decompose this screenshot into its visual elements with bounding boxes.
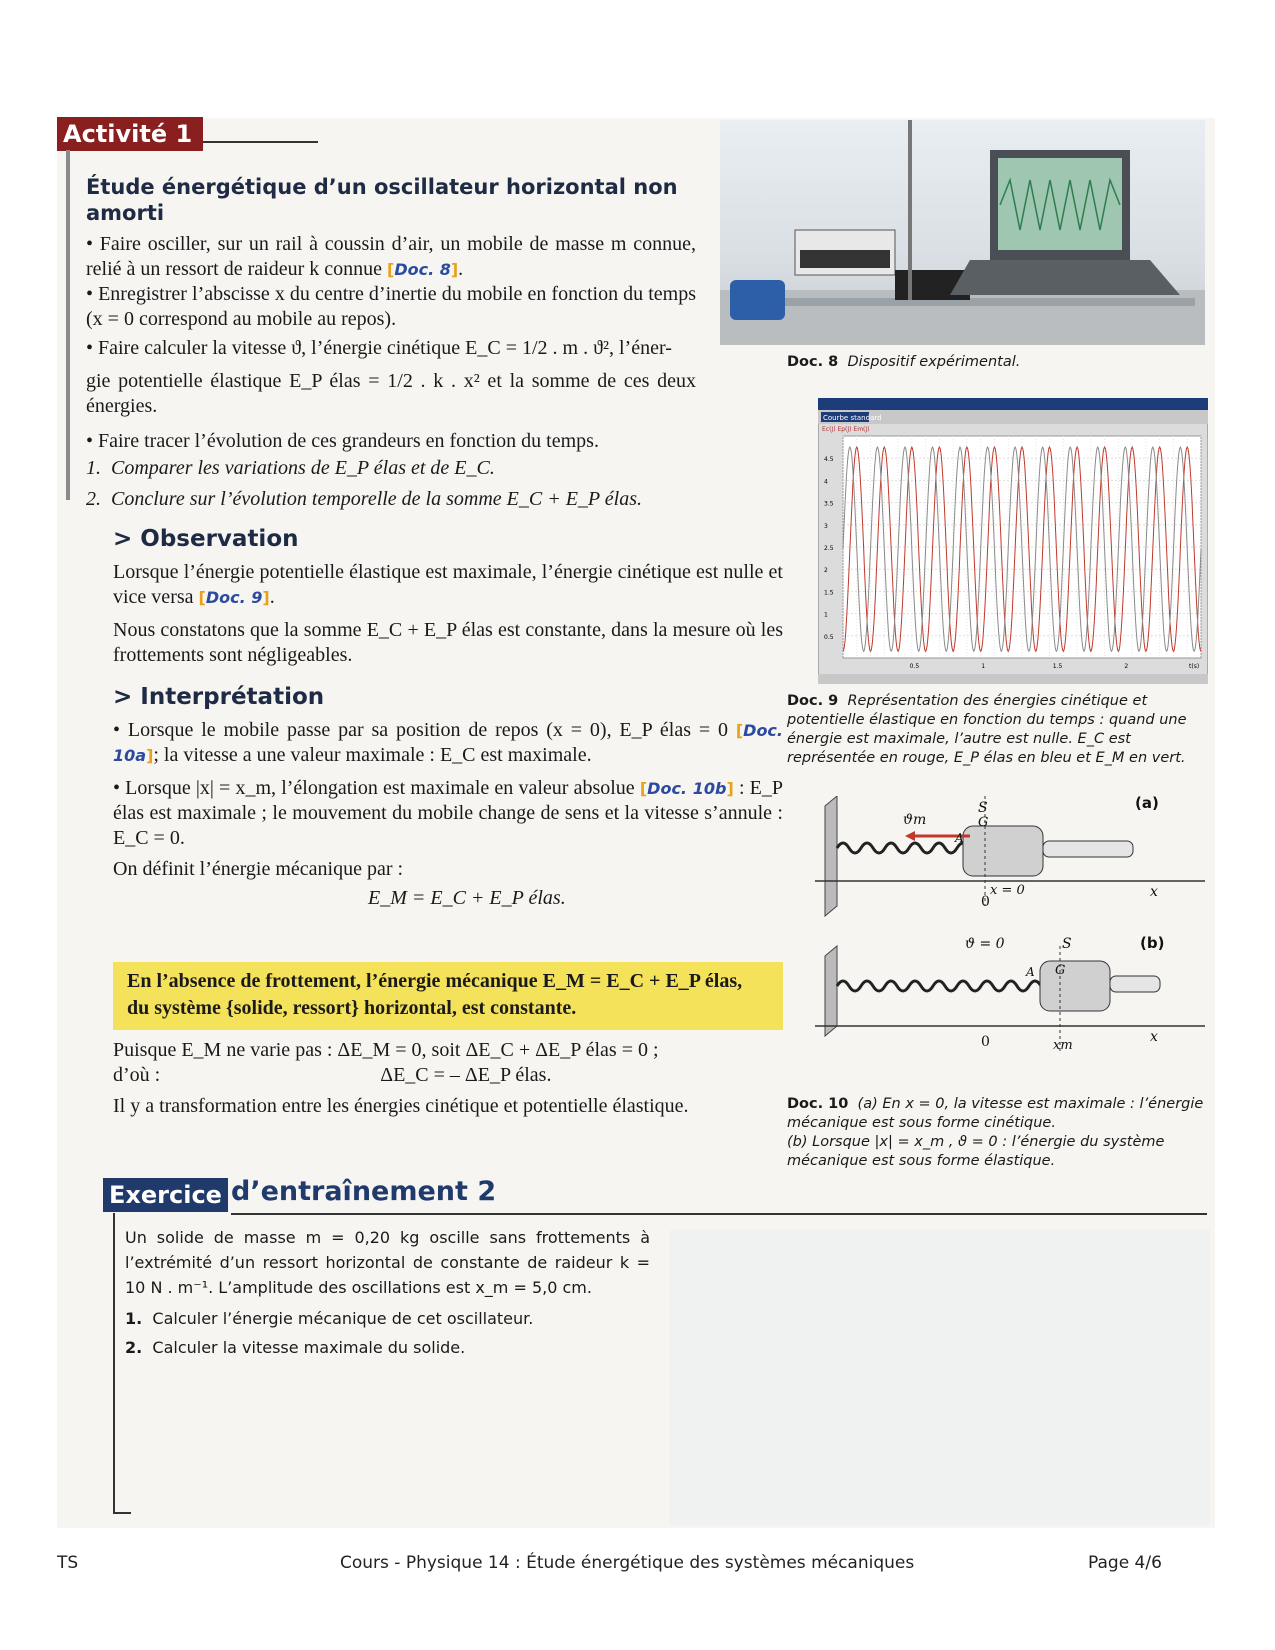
observation-p2: Nous constatons que la somme E_C + E_P élas est constante, dans la mesure où les frottements sont négligeables. [113,619,783,666]
experiment-setup-illustration [720,120,1205,345]
x-label-a: x [1150,884,1158,900]
doc9-ref: Doc. 9 [205,588,263,607]
y-tick-label: 4 [824,478,828,486]
v0-label: ϑ = 0 [965,936,1005,952]
activity-q2: 2. Conclure sur l’évolution temporelle de la somme E_C + E_P élas. [86,488,643,510]
exercise-frame-left [113,1213,115,1513]
exercise-rule [231,1213,1207,1215]
doc10-diagram [815,796,1210,1096]
chart-legend: Ec(J) Ep(J) Em(J) [822,426,870,433]
exercise-badge: Exercice [103,1178,228,1212]
interpretation-p3: On définit l’énergie mécanique par : [113,858,404,880]
doc10b-ref: Doc. 10b [647,779,727,798]
wall-b [825,946,837,1036]
laptop-display [998,158,1122,250]
doc8-ref: Doc. 8 [394,260,451,279]
footer-left: TS [57,1553,79,1573]
air-pump [730,280,785,320]
xm-label: xm [1053,1038,1073,1053]
x-tick-label: 1.5 [1052,663,1063,670]
exercise-title: d’entraînement 2 [231,1176,497,1207]
y-tick-label: 3.5 [824,500,834,508]
activity-q1: 1. Comparer les variations de E_P élas et de E_C. [86,457,495,479]
x-tick-label: 0.5 [909,663,920,670]
zero-label-b: 0 [981,1034,990,1050]
mobile-a [963,826,1043,876]
s-label-b: S [1062,936,1072,952]
doc9-screen [818,398,1208,684]
screen-statusbar [818,674,1208,684]
stand-rod [908,120,912,300]
zero-label-a: 0 [981,894,990,910]
interpretation-p4: Puisque E_M ne varie pas : ΔE_M = 0, soit ΔE_C + ΔE_P élas = 0 ; [113,1039,659,1061]
activity-side-bar [66,150,70,500]
interpretation-formula: E_M = E_C + E_P élas. [368,887,566,909]
exercise-body [125,1225,650,1360]
y-tick-label: 2.5 [824,545,834,552]
exercise-q2: 2. Calculer la vitesse maximale du solide. [125,1338,466,1357]
key-result-highlight: En l’absence de frottement, l’énergie mécanique E_M = E_C + E_P élas, du système {solide, ressort} horizontal, est constante. [113,962,783,1030]
x-tick-label: 2 [1124,663,1129,670]
s-label-a: S [978,800,988,816]
activity-p3: • Faire calculer la vitesse ϑ, l’énergie cinétique E_C = 1/2 . m . ϑ², l’éner- [86,337,672,359]
rod-b [1110,976,1160,992]
exercise-statement: Un solide de masse m = 0,20 kg oscille sans frottements à l’extrémité d’un ressort horizontal de constante de raideur k = 10 N . m⁻¹. L’amplitude des oscillations est x_m = 5,0 cm. [125,1228,650,1297]
label-a: (a) [1135,796,1159,812]
interpretation-heading: > Interprétation [113,684,325,710]
laptop-keyboard [950,260,1180,295]
vm-label: ϑm [903,812,927,828]
observation-body [113,560,783,668]
doc10-caption: Doc. 10 (a) En x = 0, la vitesse est maximale : l’énergie mécanique est sous forme cinétique. (b) Lorsque |x| = x_m , ϑ = 0 : l’énergie du système mécanique est sous forme élastique. [787,1096,1204,1169]
doc9-caption: Doc. 9 Représentation des énergies cinétique et potentielle élastique en fonction du temps : quand une énergie est maximale, l’autre est nulle. E_C est représentée en rouge, E_P élas en bleu et E_M en vert. [787,693,1187,766]
x0-label: x = 0 [990,883,1025,898]
y-tick-label: 3 [824,522,828,530]
spring-b [837,981,1041,991]
activity-badge: Activité 1 [57,117,203,151]
doc8-caption: Doc. 8 Dispositif expérimental. [787,354,1021,370]
a-label-a: A [955,831,964,845]
interpretation-p2: • Lorsque |x| = x_m, l’élongation est maximale en valeur absolue [Doc. 10b] : E_P élas est maximale ; le mouvement du mobile change de sens et la vitesse s’annule : E_C = 0. [113,777,784,849]
toolbar-title: Courbe standard [823,414,882,422]
wall-a [825,796,837,916]
spring-diagram [815,796,1210,1096]
mobile-b [1040,961,1110,1011]
activity-p5: • Faire tracer l’évolution de ces grandeurs en fonction du temps. [86,430,599,452]
velocity-arrowhead [905,831,915,841]
interpretation-p6: Il y a transformation entre les énergies cinétique et potentielle élastique. [113,1095,689,1117]
g-label-b: G [1055,963,1066,978]
y-tick-label: 1 [824,611,828,619]
x-label-b: x [1150,1029,1158,1045]
interpretation-p1: • Lorsque le mobile passe par sa position de repos (x = 0), E_P élas = 0 [Doc. 10a]; la vitesse a une valeur maximale : E_C est maximale. [113,719,783,766]
activity-title: Étude énergétique d’un oscillateur horizontal non amorti [86,175,678,225]
x-axis-label: t(s) [1189,663,1200,670]
y-tick-label: 0.5 [824,633,834,641]
footer-center: Cours - Physique 14 : Étude énergétique des systèmes mécaniques [340,1553,915,1573]
activity-p4: gie potentielle élastique E_P élas = 1/2 . k . x² et la somme de ces deux énergies. [86,370,696,417]
interpretation-conclusion [113,1038,783,1119]
observation-heading: > Observation [113,526,299,552]
interpretation-body [113,718,783,911]
y-tick-label: 4.5 [824,456,834,464]
a-label-b: A [1026,965,1035,979]
activity-rule [203,141,318,143]
footer-page: Page 4/6 [1088,1553,1162,1573]
g-label-a: G [978,815,989,830]
interpretation-p5-line: d’où : ΔE_C = – ΔE_P élas. [113,1064,552,1086]
doc8-photo [720,120,1205,345]
exercise-frame-bottom [113,1512,131,1514]
activity-p1: • Faire osciller, sur un rail à coussin d’air, un mobile de masse m connue, relié à un ressort de raideur k connue [Doc. 8]. [86,233,696,280]
faded-background-area [670,1230,1210,1525]
y-tick-label: 1.5 [824,589,834,597]
screen-titlebar [818,398,1208,410]
doc10a-ref: Doc. 10a [113,721,783,765]
exercise-q1: 1. Calculer l’énergie mécanique de cet oscillateur. [125,1309,534,1328]
activity-p2: • Enregistrer l’abscisse x du centre d’inertie du mobile en fonction du temps (x = 0 correspond au mobile au repos). [86,283,696,330]
y-tick-label: 2 [824,567,828,575]
observation-p1: Lorsque l’énergie potentielle élastique est maximale, l’énergie cinétique est nulle et vice versa [Doc. 9]. [113,561,783,608]
activity-body [86,232,696,512]
x-tick-label: 1 [981,663,986,670]
label-b: (b) [1140,934,1165,952]
interface-panel [800,250,890,268]
energy-chart [818,398,1208,684]
rod-a [1043,841,1133,857]
